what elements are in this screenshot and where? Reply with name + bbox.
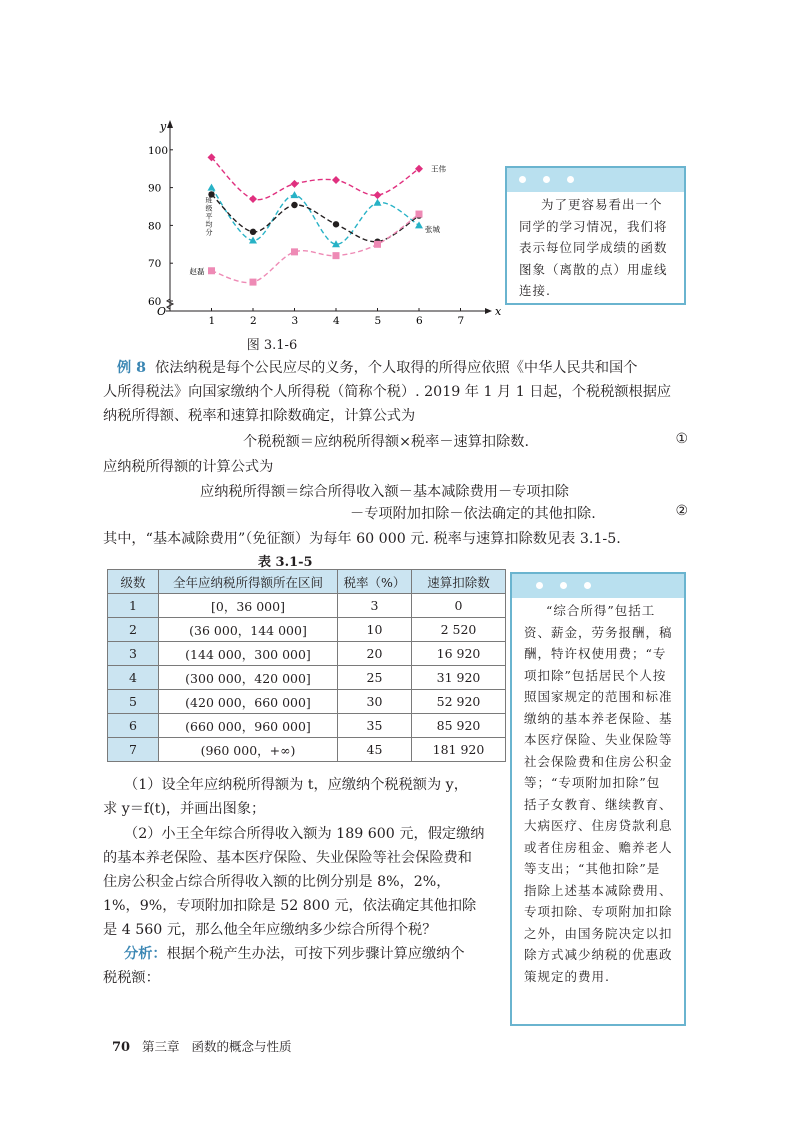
y-tick-label: 100 <box>148 144 169 157</box>
table-cell: 1 <box>108 594 159 618</box>
question-2: （2）小王全年综合所得收入额为 189 600 元，假定缴纳 <box>124 826 485 842</box>
table-cell: (960 000，+∞) <box>159 738 338 762</box>
question-2: 1%，9%，专项附加扣除是 52 800 元，依法确定其他扣除 <box>103 898 477 914</box>
table-cell: 7 <box>108 738 159 762</box>
formula-1: 个税税额＝应纳税所得额×税率－速算扣除数. <box>243 434 529 450</box>
note-line: “综合所得”包括工 <box>546 603 656 618</box>
note-line: 社会保险费和住房公积金 <box>524 753 673 769</box>
x-tick-label: 3 <box>291 315 299 327</box>
note-line: 或者住房租金、赡养老人 <box>524 839 673 855</box>
chart-labels <box>148 120 502 327</box>
formula-2a: 应纳税所得额＝综合所得收入额－基本减除费用－专项扣除 <box>200 484 569 500</box>
table-cell: (144 000，300 000] <box>159 642 338 666</box>
series-line <box>212 188 420 245</box>
page-number: 70 <box>112 1040 131 1055</box>
chart-axes <box>166 120 492 314</box>
y-tick-label: 80 <box>148 220 162 233</box>
dot-icon <box>560 582 567 589</box>
table-cell: 30 <box>338 690 412 714</box>
question-1: （1）设全年应纳税所得额为 t，应缴纳个税税额为 y， <box>124 777 468 793</box>
point <box>416 211 423 218</box>
y-tick-label: 60 <box>148 296 162 308</box>
point <box>291 191 299 198</box>
question-2: 的基本养老保险、基本医疗保险、失业保险等社会保险费和 <box>103 850 472 866</box>
table-cell: 85 920 <box>412 714 506 738</box>
point <box>208 267 215 274</box>
table-row <box>108 642 506 666</box>
table-cell: 3 <box>108 642 159 666</box>
table-cell: 52 920 <box>412 690 506 714</box>
example-line: 其中，“基本减除费用”（免征额）为每年 60 000 元. 税率与速算扣除数见表 3.1-5. <box>103 531 621 547</box>
table-row <box>108 594 506 618</box>
table-cell: (660 000，960 000] <box>159 714 338 738</box>
example-text: 依法纳税是每个公民应尽的义务，个人取得的所得应依照《中华人民共和国个 <box>155 360 638 376</box>
note-text <box>507 192 684 308</box>
analysis <box>124 942 465 966</box>
note-line: 连接. <box>519 283 551 298</box>
table-row <box>108 690 506 714</box>
y-axis-label: y <box>160 120 167 133</box>
series-label: 赵磊 <box>189 266 205 276</box>
header-cell: 级数 <box>108 570 159 594</box>
note-line: 项扣除”包括居民个人按 <box>524 667 667 683</box>
analysis: 税税额： <box>103 970 160 986</box>
dot-icon <box>543 176 550 183</box>
series-line <box>212 157 420 199</box>
series-label: 王伟 <box>431 164 446 174</box>
dot-icon <box>536 582 543 589</box>
note-line: 本医疗保险、失业保险等 <box>524 732 673 747</box>
table-cell: 16 920 <box>412 642 506 666</box>
x-axis-arrow <box>485 308 492 314</box>
tax-rate-table <box>107 569 506 762</box>
note-line: 等支出；“其他扣除”是 <box>524 861 661 876</box>
formula-2b: －专项附加扣除－依法确定的其他扣除. <box>350 506 596 522</box>
note-line: 除方式减少纳税的优惠政 <box>524 947 673 962</box>
table-cell: 3 <box>338 594 412 618</box>
table-cell: 0 <box>412 594 506 618</box>
x-tick-label: 4 <box>333 315 340 327</box>
table-cell: (300 000，420 000] <box>159 666 338 690</box>
table-cell: [0，36 000] <box>159 594 338 618</box>
note-line: 等；“专项附加扣除”包 <box>524 775 661 790</box>
point <box>250 229 256 235</box>
page-footer <box>112 1037 291 1055</box>
question-2: 是 4 560 元，那么他全年应缴纳多少综合所得个税？ <box>103 922 437 938</box>
chapter-label: 第三章 <box>142 1039 180 1054</box>
table-cell: 45 <box>338 738 412 762</box>
chart-lines <box>212 157 420 282</box>
example-line <box>117 356 707 380</box>
example-line: 应纳税所得额的计算公式为 <box>103 459 274 475</box>
x-tick-label: 5 <box>374 315 382 327</box>
point <box>208 184 216 191</box>
side-note-chart <box>505 166 686 305</box>
table-cell: 5 <box>108 690 159 714</box>
note-header <box>507 168 684 192</box>
question-2: 住房公积金占综合所得收入额的比例分别是 8%，2%， <box>103 874 451 890</box>
example-line: 纳税所得额、税率和速算扣除数确定，计算公式为 <box>103 408 416 424</box>
dot-icon <box>584 582 591 589</box>
table-cell: (420 000，660 000] <box>159 690 338 714</box>
chapter-title: 函数的概念与性质 <box>191 1039 292 1054</box>
table-cell: 2 520 <box>412 618 506 642</box>
dot-icon <box>567 176 574 183</box>
dot-icon <box>519 176 526 183</box>
point <box>374 191 382 199</box>
table-row <box>108 666 506 690</box>
header-cell: 全年应纳税所得额所在区间 <box>159 570 338 594</box>
scatter-chart <box>140 118 500 330</box>
table-cell: 10 <box>338 618 412 642</box>
table-row <box>108 618 506 642</box>
x-tick-label: 6 <box>416 315 423 327</box>
point <box>333 252 340 259</box>
note-header <box>512 574 684 598</box>
table-caption: 表 3.1-5 <box>258 555 313 570</box>
table-row <box>108 714 506 738</box>
note-line: 照国家规定的范围和标准 <box>524 689 673 704</box>
note-line: 资、薪金，劳务报酬，稿 <box>524 624 673 640</box>
note-line: 指除上述基本减除费用、 <box>524 882 673 898</box>
note-line: 同学的学习情况，我们将 <box>519 218 668 234</box>
table-cell: (36 000，144 000] <box>159 618 338 642</box>
table-cell: 2 <box>108 618 159 642</box>
equation-number-1: ① <box>675 431 688 447</box>
x-tick-label: 1 <box>208 315 216 327</box>
point <box>332 176 340 184</box>
x-tick-label: 2 <box>250 315 257 327</box>
point <box>374 199 382 206</box>
note-line: 策规定的费用. <box>524 968 610 984</box>
note-line: 专项扣除、专项附加扣除 <box>524 904 673 919</box>
note-line: 图象（离散的点）用虚线 <box>519 261 668 277</box>
point <box>249 195 257 203</box>
point <box>250 279 257 286</box>
table-cell: 31 920 <box>412 666 506 690</box>
point <box>291 202 297 208</box>
series-label: 班级平均分 <box>205 196 213 237</box>
table-row <box>108 738 506 762</box>
x-axis-label: x <box>495 305 502 318</box>
analysis-text: 根据个税产生办法，可按下列步骤计算应缴纳个 <box>166 946 465 962</box>
note-line: 缴纳的基本养老保险、基 <box>524 710 673 726</box>
table-cell: 20 <box>338 642 412 666</box>
y-tick-label: 90 <box>148 182 162 195</box>
header-cell: 税率（%） <box>338 570 412 594</box>
y-tick-label: 70 <box>148 258 162 271</box>
point <box>374 241 381 248</box>
question-1: 求 y＝f(t)，并画出图象； <box>103 801 266 817</box>
note-line: 表示每位同学成绩的函数 <box>519 240 668 255</box>
x-tick-label: 7 <box>457 315 465 327</box>
origin-label: O <box>157 305 167 318</box>
point <box>291 180 299 188</box>
table-cell: 35 <box>338 714 412 738</box>
side-note-definitions <box>510 572 686 1026</box>
example-line: 人所得税法》向国家缴纳个人所得税（简称个税）. 2019 年 1 月 1 日起，个税税额根据应 <box>103 384 672 400</box>
note-line: 酬，特许权使用费；“专 <box>524 646 667 661</box>
note-line: 大病医疗、住房贷款利息 <box>524 818 673 833</box>
table-cell: 181 920 <box>412 738 506 762</box>
point <box>333 221 339 227</box>
note-text <box>512 598 684 993</box>
header-cell: 速算扣除数 <box>412 570 506 594</box>
equation-number-2: ② <box>675 503 688 519</box>
point <box>291 248 298 255</box>
example-label: 例 8 <box>117 360 146 376</box>
table-cell: 4 <box>108 666 159 690</box>
note-line: 之外，由国务院决定以扣 <box>524 925 673 941</box>
analysis-label: 分析： <box>124 946 167 962</box>
table-header-row <box>108 570 506 594</box>
note-line: 为了更容易看出一个 <box>541 197 663 212</box>
table-cell: 6 <box>108 714 159 738</box>
y-axis-arrow <box>167 120 173 128</box>
series-label: 张城 <box>425 225 440 235</box>
series-line <box>212 214 420 283</box>
note-line: 括子女教育、继续教育、 <box>524 796 673 812</box>
table-cell: 25 <box>338 666 412 690</box>
figure-caption: 图 3.1-6 <box>246 338 298 353</box>
point <box>415 221 423 228</box>
